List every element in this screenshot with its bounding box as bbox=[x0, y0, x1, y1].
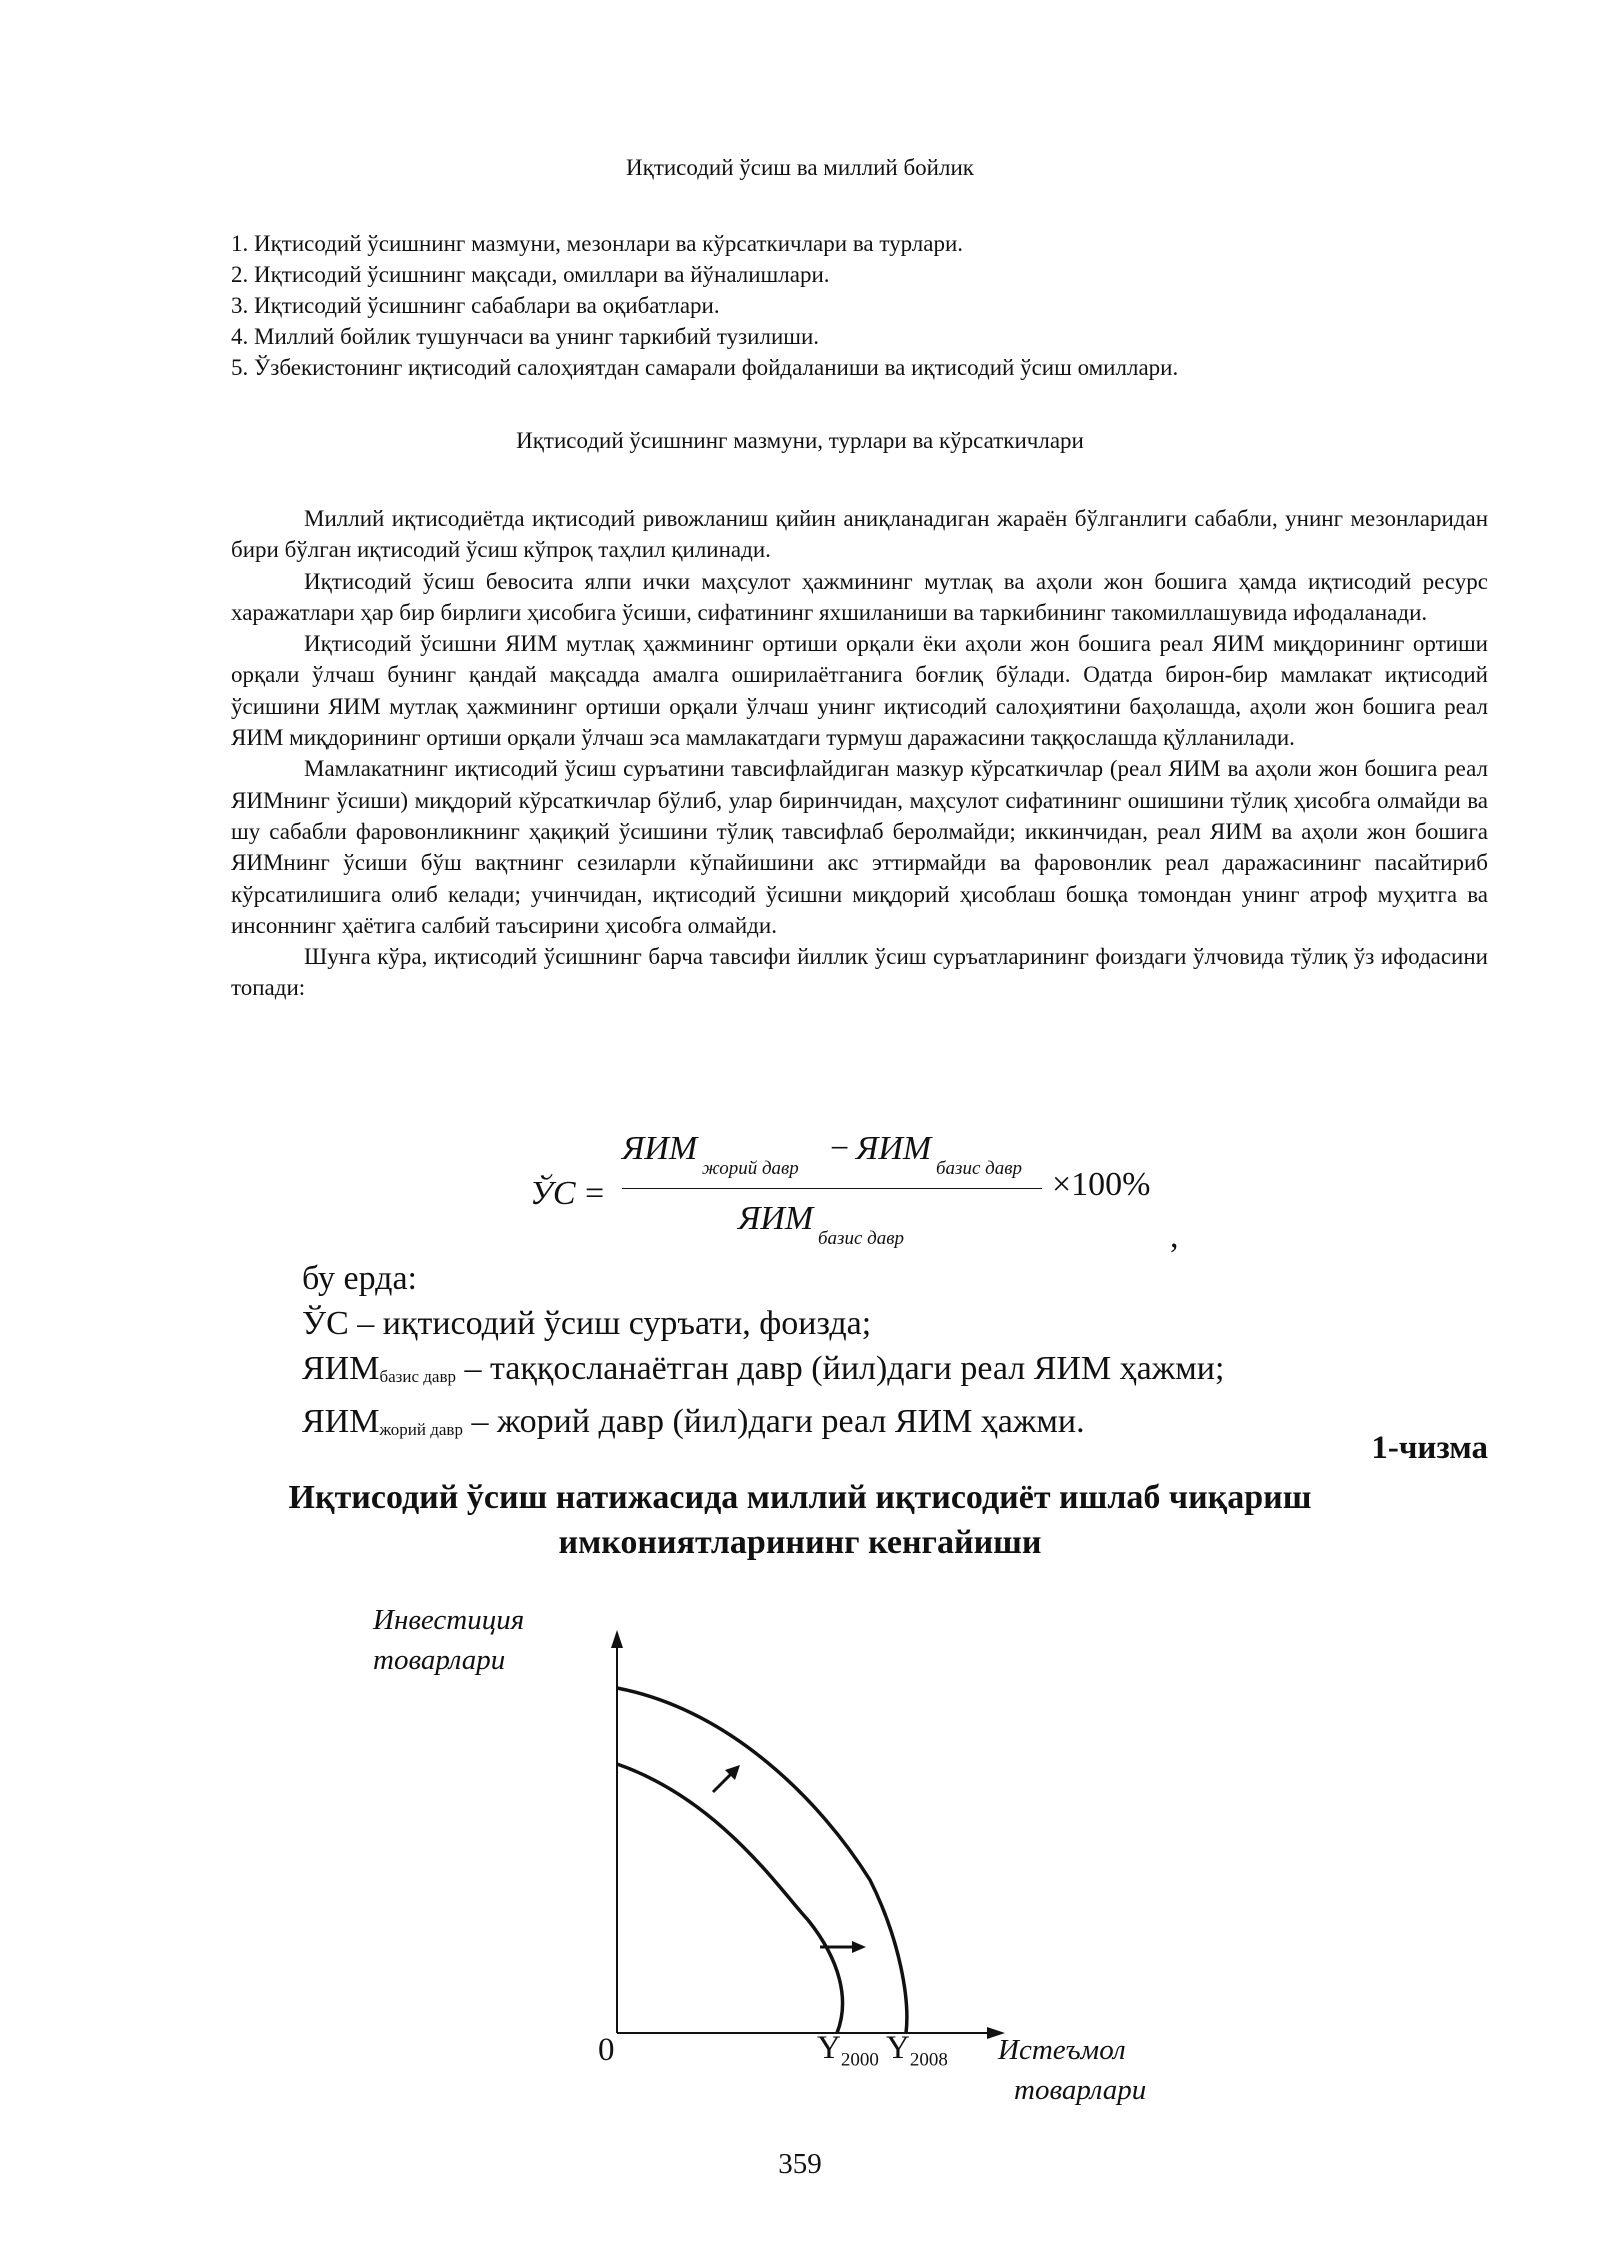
page-title: Иқтисодий ўсиш ва миллий бойлик bbox=[626, 155, 974, 180]
paragraph: Иқтисодий ўсишни ЯИМ мутлақ ҳажмининг ортиши орқали ёки аҳоли жон бошига реал ЯИМ миқдорининг ортиши орқали ўлчаш бунинг қандай мақсадда амалга оширилаётганига боғлиқ бўлади. Одатда бирон-бир мамлакат иқтисодий ўсишини ЯИМ мутлақ ҳажмининг ортиши орқали ўлчаш унинг иқтисодий салоҳиятини баҳолашда, аҳоли жон бошига реал ЯИМ миқдорининг ортиши орқали ўлчаш эса мамлакатдаги турмуш даражасини таққослашда қўлланилади. bbox=[231, 631, 1488, 751]
y-axis-arrowhead bbox=[611, 1630, 623, 1648]
list-item: 1. Иқтисодий ўсишнинг мазмуни, мезонлари ва кўрсаткичлари ва турлари. bbox=[231, 231, 964, 256]
list-item: 4. Миллий бойлик тушунчаси ва унинг таркибий тузилиши. bbox=[231, 324, 820, 349]
shift-arrow-lower-head bbox=[852, 1941, 866, 1953]
paragraph: Шунга кўра, иқтисодий ўсишнинг барча тавсифи йиллик ўсиш суръатларининг фоиздаги ўлчовида тўлиқ ўз ифодасини топади: bbox=[231, 944, 1488, 1001]
legend-line: $ЯИМ_{базис давр}$ – таққосланаётган давр (йил)даги реал ЯИМ ҳажми; bbox=[302, 1350, 1225, 1387]
paragraph: Миллий иқтисодиётда иқтисодий ривожланиш қийин аниқланадиган жараён бўлганлиги сабабли, унинг мезонларидан бири бўлган иқтисодий ўсиш кўпроқ таҳлил қилинади. bbox=[231, 506, 1488, 563]
formula-times: ×100% bbox=[1052, 1166, 1151, 1203]
paragraph: Мамлакатнинг иқтисодий ўсиш суръатини тавсифлайдиган мазкур кўрсаткичлар (реал ЯИМ ва аҳоли жон бошига реал ЯИМнинг ўсиши) миқдорий кўрсаткичлар бўлиб, улар биринчидан, маҳсулот сифатининг ошишини тўлиқ ҳисобга олмайди ва шу сабабли фаровонликнинг ҳақиқий ўсишини тўлиқ тавсифлаб беролмайди; иккинчидан, реал ЯИМ ва аҳоли жон бошига ЯИМнинг ўсиши бўш вақтнинг сезиларли кўпайишини акс эттирмайди ва фаровонлик реал даражасининг пасайтириб кўрсатилишига олиб келади; учинчидан, иқтисодий ўсишни миқдорий ҳисоблаш бошқа томондан унинг атроф муҳитга ва инсоннинг ҳаётига салбий таъсирини ҳисобга олмайди. bbox=[231, 756, 1488, 938]
formula-minus: − bbox=[830, 1130, 850, 1167]
list-item: 2. Иқтисодий ўсишнинг мақсади, омиллари ва йўналишлари. bbox=[231, 262, 830, 287]
figure-number: 1-чизма bbox=[1371, 1430, 1488, 1466]
formula-lhs: ЎС bbox=[530, 1175, 576, 1212]
formula-num-b: ЯИМ bbox=[856, 1130, 932, 1167]
formula-den: ЯИМ bbox=[738, 1200, 814, 1237]
legend-intro: бу ерда: bbox=[302, 1260, 417, 1297]
y-axis-label: Инвестиция товарлари bbox=[373, 1604, 525, 1676]
list-item: 5. Ўзбекистонинг иқтисодий салоҳиятдан самарали фойдаланиши ва иқтисодий ўсиш омиллари. bbox=[231, 355, 1179, 380]
origin-label: 0 bbox=[598, 2032, 615, 2068]
paragraph: Иқтисодий ўсиш бевосита ялпи ички маҳсулот ҳажмининг мутлақ ва аҳоли жон бошига ҳамда иқтисодий ресурс харажатлари ҳар бир бирлиги ҳисобига ўсиши, сифатининг яхшиланиши ва таркибининг такомиллашувида ифодаланади. bbox=[231, 568, 1488, 625]
ppf-curve-2008 bbox=[617, 1688, 907, 2033]
formula-equals: = bbox=[585, 1175, 605, 1212]
formula-num-b-sub: базис давр bbox=[936, 1158, 1023, 1179]
curve-label-2008: $Y_{2008}$ bbox=[886, 2030, 948, 2071]
legend-line: $ЯИМ_{жорий давр}$ – жорий давр (йил)даги реал ЯИМ ҳажми. bbox=[302, 1403, 1085, 1440]
legend-line: ЎС – иқтисодий ўсиш суръати, фоизда; bbox=[302, 1305, 872, 1342]
curve-label-2000: $Y_{2000}$ bbox=[817, 2030, 879, 2071]
x-axis-label: Истеъмол товарлари bbox=[998, 2034, 1147, 2106]
formula-num-a: ЯИМ bbox=[622, 1130, 698, 1167]
ppf-curve-2000 bbox=[617, 1764, 843, 2033]
figure-title: Иқтисодий ўсиш натижасида миллий иқтисодиёт ишлаб чиқариш имкониятларининг кенгайиши bbox=[288, 1479, 1312, 1561]
list-item: 3. Иқтисодий ўсишнинг сабаблари ва оқибатлари. bbox=[231, 293, 720, 318]
formula-comma: , bbox=[1170, 1218, 1179, 1255]
formula-den-sub: базис давр bbox=[818, 1228, 905, 1249]
page-number: 359 bbox=[778, 2148, 822, 2180]
formula-num-a-sub: жорий давр bbox=[702, 1158, 799, 1179]
section-title: Иқтисодий ўсишнинг мазмуни, турлари ва кўрсаткичлари bbox=[516, 428, 1084, 453]
